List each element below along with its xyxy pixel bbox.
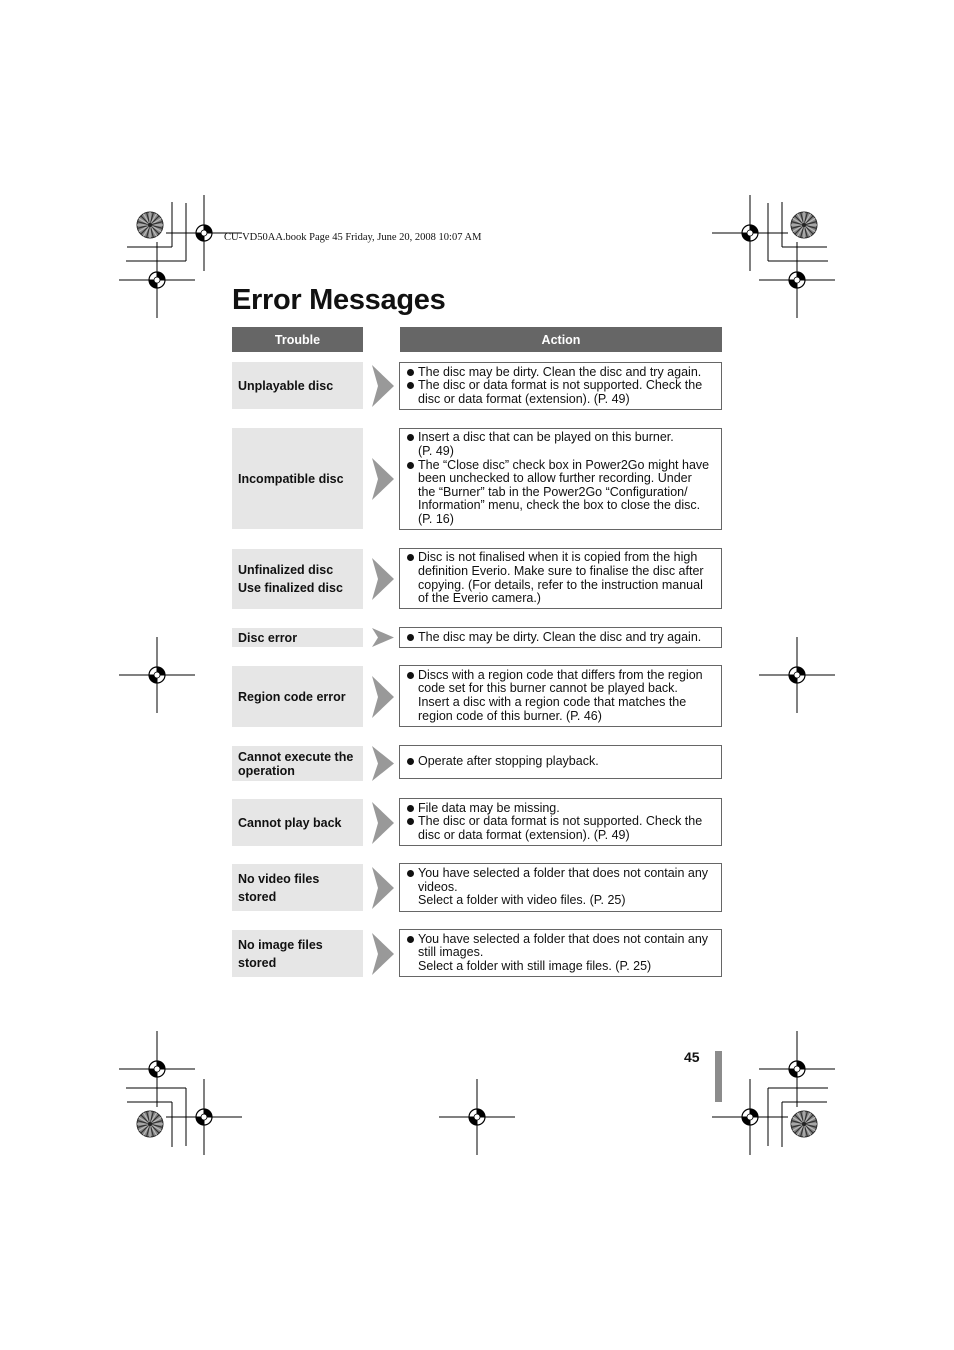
crosshair-center bbox=[154, 1066, 160, 1072]
trouble-label: Unplayable disc bbox=[238, 378, 334, 393]
action-continuation-line: disc or data format (extension). (P. 49) bbox=[418, 827, 630, 842]
trouble-cell-cannot-execute bbox=[232, 746, 363, 781]
action-bullet-line: Disc is not finalised when it is copied from the high bbox=[406, 551, 715, 565]
action-continuation-line: region code of this burner. (P. 46) bbox=[418, 708, 602, 723]
row-arrow-icon bbox=[372, 867, 396, 909]
action-continuation-line: been unchecked to allow further recording. Under bbox=[418, 471, 692, 486]
arrow-shape bbox=[372, 676, 394, 718]
action-continuation-line: (P. 49) bbox=[418, 444, 454, 459]
row-arrow-icon bbox=[372, 365, 396, 407]
crosshair-center bbox=[201, 1114, 207, 1120]
row-arrow-icon bbox=[372, 676, 396, 718]
action-cell-region-code-error bbox=[399, 665, 722, 727]
action-continuation-line: Select a folder with video files. (P. 25) bbox=[418, 893, 626, 908]
trouble-label: Incompatible disc bbox=[238, 471, 344, 486]
page-number: 45 bbox=[684, 1049, 700, 1065]
crosshair-center bbox=[154, 672, 160, 678]
action-cell-no-image-files bbox=[399, 929, 722, 977]
trouble-column-header: Trouble bbox=[232, 327, 363, 352]
color-star-center bbox=[148, 1122, 152, 1126]
action-continuation-line: of the Everio camera.) bbox=[418, 591, 541, 606]
action-cell-cannot-play-back bbox=[399, 798, 722, 846]
crosshair-center bbox=[747, 230, 753, 236]
crosshair-center bbox=[794, 672, 800, 678]
color-star-center bbox=[802, 1122, 806, 1126]
action-cell-disc-error bbox=[399, 627, 722, 648]
trouble-label: Cannot play back bbox=[238, 815, 342, 830]
action-continuation-line: disc or data format (extension). (P. 49) bbox=[418, 391, 630, 406]
action-bullet-line: The disc or data format is not supported. Check the bbox=[406, 379, 715, 393]
color-star-center bbox=[148, 223, 152, 227]
arrow-shape bbox=[372, 746, 394, 781]
row-arrow-icon bbox=[372, 802, 396, 844]
row-arrow-icon bbox=[372, 933, 396, 975]
trouble-cell-unplayable-disc bbox=[232, 362, 363, 409]
arrow-shape bbox=[372, 628, 394, 647]
trouble-cell-no-video-files bbox=[232, 864, 363, 911]
action-continuation-line: (P. 16) bbox=[418, 511, 454, 526]
action-bullet-line: The disc or data format is not supported. Check the bbox=[406, 815, 715, 829]
action-bullet-line: The disc may be dirty. Clean the disc and try again. bbox=[406, 631, 715, 645]
trouble-cell-region-code-error bbox=[232, 666, 363, 727]
action-continuation-line: Select a folder with still image files. (P. 25) bbox=[418, 958, 652, 973]
page-title: Error Messages bbox=[232, 284, 446, 316]
action-continuation-line: Insert a disc with a region code that matches the bbox=[418, 695, 687, 709]
trouble-label: Disc error bbox=[238, 630, 298, 645]
action-continuation-line: still images. bbox=[418, 945, 484, 960]
arrow-shape bbox=[372, 365, 394, 407]
action-cell-no-video-files bbox=[399, 863, 722, 912]
action-cell-cannot-execute bbox=[399, 745, 722, 779]
action-continuation-line: the “Burner” tab in the Power2Go “Configuration/ bbox=[418, 484, 688, 499]
action-bullet-line: The “Close disc” check box in Power2Go might have bbox=[406, 459, 715, 473]
action-cell-incompatible-disc bbox=[399, 428, 722, 530]
trouble-cell-incompatible-disc bbox=[232, 428, 363, 529]
action-bullet-line: Operate after stopping playback. bbox=[406, 755, 715, 769]
trouble-label: stored bbox=[238, 955, 277, 970]
action-bullet-line: You have selected a folder that does not contain any bbox=[406, 933, 715, 947]
trouble-label: operation bbox=[238, 763, 295, 778]
row-arrow-icon bbox=[372, 558, 396, 600]
action-cell-unplayable-disc bbox=[399, 362, 722, 410]
arrow-shape bbox=[372, 802, 394, 844]
action-bullet-line: Discs with a region code that differs from the region bbox=[406, 669, 715, 683]
action-bullet-line: The disc may be dirty. Clean the disc and try again. bbox=[406, 366, 715, 380]
crosshair-center bbox=[201, 230, 207, 236]
trouble-cell-unfinalized-disc bbox=[232, 549, 363, 609]
trouble-cell-disc-error bbox=[232, 628, 363, 647]
action-bullet-line: File data may be missing. bbox=[406, 802, 715, 816]
action-cell-unfinalized-disc bbox=[399, 548, 722, 609]
trouble-label: Region code error bbox=[238, 689, 346, 704]
row-arrow-icon bbox=[372, 746, 396, 781]
crosshair-center bbox=[474, 1114, 480, 1120]
trouble-label: Cannot execute the bbox=[238, 749, 354, 764]
action-continuation-line: Information” menu, check the box to close the disc. bbox=[418, 498, 701, 513]
trouble-cell-no-image-files bbox=[232, 930, 363, 977]
trouble-label: stored bbox=[238, 889, 277, 904]
action-continuation-line: videos. bbox=[418, 879, 458, 894]
arrow-shape bbox=[372, 867, 394, 909]
crosshair-center bbox=[747, 1114, 753, 1120]
arrow-shape bbox=[372, 558, 394, 600]
action-bullet-line: Insert a disc that can be played on this burner. bbox=[406, 431, 715, 445]
action-continuation-line: copying. (For details, refer to the instruction manual bbox=[418, 577, 703, 592]
page-edge-bar bbox=[715, 1051, 722, 1102]
action-column-header: Action bbox=[400, 327, 722, 352]
book-header-line: CU-VD50AA.book Page 45 Friday, June 20, 2008 10:07 AM bbox=[224, 232, 482, 243]
trouble-cell-cannot-play-back bbox=[232, 799, 363, 846]
trouble-label: No video files bbox=[238, 871, 320, 886]
crosshair-center bbox=[794, 1066, 800, 1072]
crosshair-center bbox=[154, 277, 160, 283]
arrow-shape bbox=[372, 933, 394, 975]
trouble-label: Unfinalized disc bbox=[238, 563, 334, 577]
action-bullet-line: You have selected a folder that does not contain any bbox=[406, 867, 715, 881]
arrow-shape bbox=[372, 458, 394, 500]
row-arrow-icon bbox=[372, 458, 396, 500]
color-star-center bbox=[802, 223, 806, 227]
action-continuation-line: code set for this burner cannot be played back. bbox=[418, 681, 678, 696]
trouble-label: No image files bbox=[238, 937, 323, 952]
row-arrow-icon bbox=[372, 628, 396, 647]
crosshair-center bbox=[794, 277, 800, 283]
trouble-label: Use finalized disc bbox=[238, 581, 343, 595]
action-continuation-line: definition Everio. Make sure to finalise the disc after bbox=[418, 563, 704, 578]
